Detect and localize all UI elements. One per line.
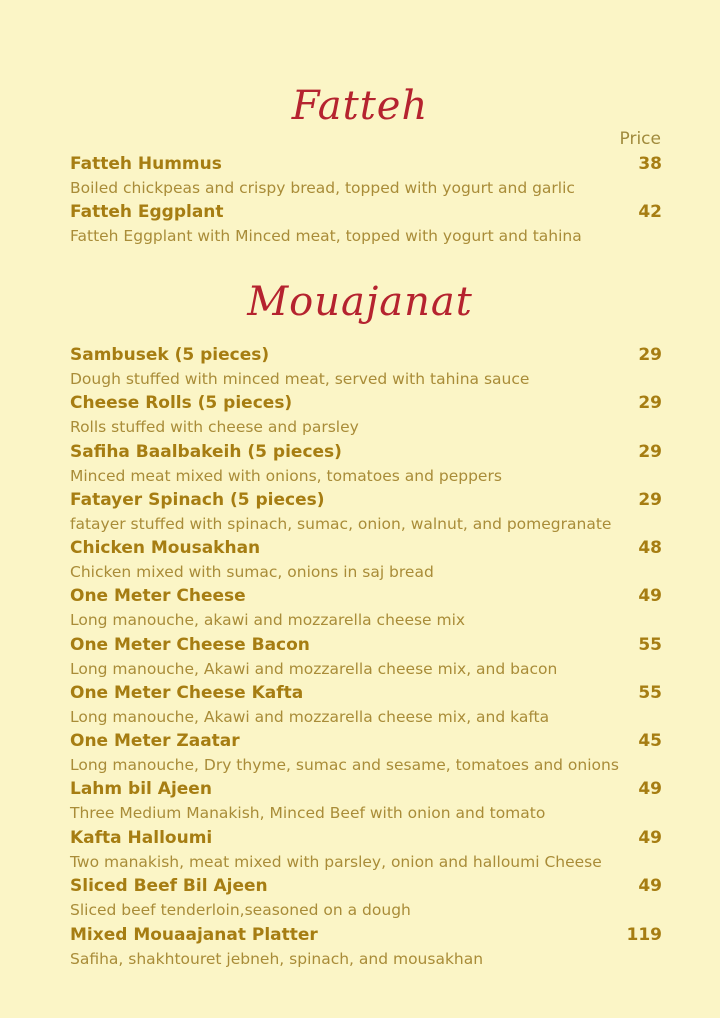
item-name: One Meter Zaatar [70,731,240,751]
item-description: Safiha, shakhtouret jebneh, spinach, and mousakhan [70,950,484,968]
item-name: Cheese Rolls (5 pieces) [70,393,293,413]
item-description: Chicken mixed with sumac, onions in saj bread [70,563,434,581]
item-price: 49 [638,779,662,799]
item-name: Chicken Mousakhan [70,538,261,558]
item-price: 42 [638,202,662,222]
item-description: Long manouche, Akawi and mozzarella cheese mix, and bacon [70,660,558,678]
item-name: Lahm bil Ajeen [70,779,212,799]
item-price: 29 [638,393,662,413]
item-description: Long manouche, Akawi and mozzarella cheese mix, and kafta [70,708,550,726]
item-price: 29 [638,490,662,510]
menu-item-one-meter-cheese-kafta [70,681,662,729]
menu-item-kafta-halloumi [70,826,662,874]
menu-item-mixed-mouaajanat-platter [70,923,662,971]
item-name: Sambusek (5 pieces) [70,345,270,365]
menu-item-sliced-beef-bil-ajeen [70,874,662,922]
menu-item-one-meter-cheese [70,584,662,632]
menu-item-fatteh-eggplant [70,200,662,248]
menu-item-one-meter-zaatar [70,729,662,777]
item-name: Sliced Beef Bil Ajeen [70,876,268,896]
section-title-fatteh: Fatteh [291,83,429,129]
menu-item-safiha-baalbakeih [70,440,662,488]
item-description: Fatteh Eggplant with Minced meat, topped with yogurt and tahina [70,227,582,245]
item-name: One Meter Cheese Bacon [70,635,310,655]
menu-item-sambusek [70,343,662,391]
item-description: Boiled chickpeas and crispy bread, topped with yogurt and garlic [70,179,575,197]
item-price: 55 [638,635,662,655]
item-description: Long manouche, akawi and mozzarella cheese mix [70,611,466,629]
item-price: 119 [626,925,662,945]
item-price: 49 [638,876,662,896]
item-name: Fatayer Spinach (5 pieces) [70,490,325,510]
item-name: Fatteh Eggplant [70,202,224,222]
item-price: 38 [638,154,662,174]
menu-item-one-meter-cheese-bacon [70,633,662,681]
item-description: Sliced beef tenderloin,seasoned on a dough [70,901,411,919]
price-column-header: Price [619,129,661,149]
menu-item-lahm-bil-ajeen [70,777,662,825]
item-price: 29 [638,345,662,365]
menu-item-cheese-rolls [70,391,662,439]
item-description: Dough stuffed with minced meat, served with tahina sauce [70,370,530,388]
menu-item-fatayer-spinach [70,488,662,536]
item-price: 45 [638,731,662,751]
item-name: One Meter Cheese [70,586,246,606]
item-price: 49 [638,586,662,606]
item-price: 55 [638,683,662,703]
item-price: 29 [638,442,662,462]
item-description: Minced meat mixed with onions, tomatoes and peppers [70,467,502,485]
item-name: One Meter Cheese Kafta [70,683,304,703]
menu-item-fatteh-hummus [70,152,662,200]
menu-item-chicken-mousakhan [70,536,662,584]
item-name: Fatteh Hummus [70,154,222,174]
item-description: Two manakish, meat mixed with parsley, onion and halloumi Cheese [70,853,602,871]
item-name: Safiha Baalbakeih (5 pieces) [70,442,342,462]
item-price: 48 [638,538,662,558]
item-description: Long manouche, Dry thyme, sumac and sesame, tomatoes and onions [70,756,619,774]
item-description: Rolls stuffed with cheese and parsley [70,418,359,436]
section-title-mouajanat: Mouajanat [247,279,473,325]
item-price: 49 [638,828,662,848]
item-name: Kafta Halloumi [70,828,213,848]
item-description: fatayer stuffed with spinach, sumac, onion, walnut, and pomegranate [70,515,612,533]
item-name: Mixed Mouaajanat Platter [70,925,318,945]
item-description: Three Medium Manakish, Minced Beef with onion and tomato [70,804,546,822]
